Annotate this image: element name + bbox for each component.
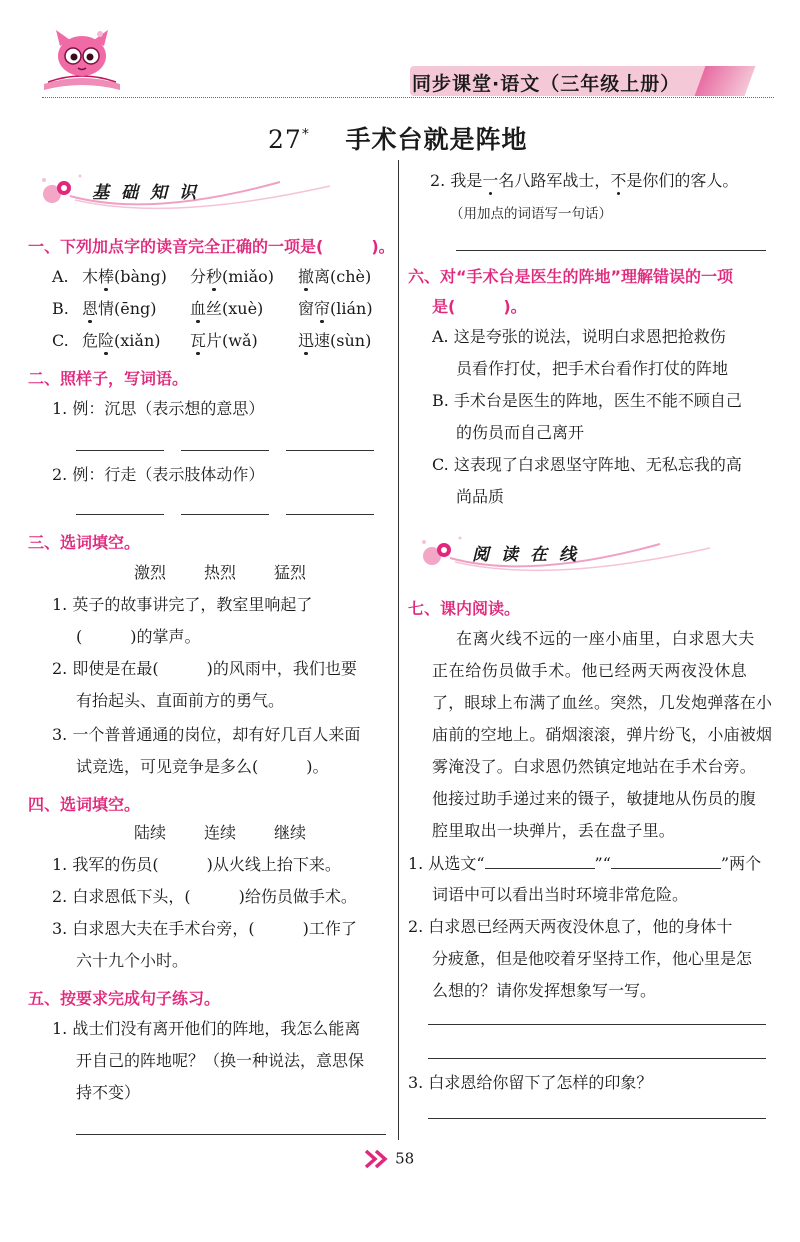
answer-line[interactable] xyxy=(286,450,374,451)
reading-heading: 阅读在线 xyxy=(472,545,588,565)
answer-line[interactable] xyxy=(76,514,164,515)
q4-word: 陆续 xyxy=(134,823,167,842)
q6-heading: 六、对“手术台是医生的阵地”理解错误的一项 xyxy=(408,267,734,286)
blank[interactable] xyxy=(611,852,721,869)
blank[interactable] xyxy=(485,852,595,869)
page-number: 58 xyxy=(395,1149,415,1168)
answer-line[interactable] xyxy=(286,514,374,515)
answer-line[interactable] xyxy=(428,1024,766,1025)
q3-word: 猛烈 xyxy=(274,563,307,582)
q4-item: 2. 白求恩低下头，( )给伤员做手术。 xyxy=(52,887,357,906)
passage-line: 了，眼球上布满了血丝。突然，几发炮弹落在小 xyxy=(432,693,773,712)
q4-item: 3. 白求恩大夫在手术台旁，( )工作了 xyxy=(52,919,357,938)
q5-item-1: 持不变） xyxy=(76,1083,141,1102)
q1-option-c: C. 危险(xiǎn) 瓦片(wǎ) 迅速(sùn) xyxy=(52,331,372,350)
q7-question-1: 词语中可以看出当时环境非常危险。 xyxy=(432,885,689,904)
basic-heading: 基础知识 xyxy=(92,183,208,203)
footer xyxy=(364,1148,414,1169)
q3-item: ( )的掌声。 xyxy=(76,627,201,646)
q6-option-b: 的伤员而自己离开 xyxy=(456,423,585,442)
answer-line[interactable] xyxy=(428,1118,766,1119)
passage-line: 雾淹没了。白求恩仍然镇定地站在手术台旁。 xyxy=(432,757,757,776)
q4-word: 继续 xyxy=(274,823,307,842)
q6-option-b: B. 手术台是医生的阵地，医生不能不顾自己 xyxy=(432,391,742,410)
lesson-title: 手术台就是阵地 xyxy=(345,125,528,154)
answer-line[interactable] xyxy=(76,450,164,451)
q7-question-1: 1. 从选文“ ”“ ”两个 xyxy=(408,854,762,873)
q1-option-a: A. 木棒(bàng) 分秒(miǎo) 撤离(chè) xyxy=(52,267,372,286)
answer-line[interactable] xyxy=(456,250,766,251)
answer-line[interactable] xyxy=(76,1134,386,1135)
header-band-tail xyxy=(695,66,756,96)
q4-item: 六十九个小时。 xyxy=(76,951,189,970)
q6-option-c: C. 这表现了白求恩坚守阵地、无私忘我的高 xyxy=(432,455,742,474)
q3-item: 1. 英子的故事讲完了，教室里响起了 xyxy=(52,595,313,614)
double-chevron-icon xyxy=(364,1149,390,1169)
q7-question-3: 3. 白求恩给你留下了怎样的印象？ xyxy=(408,1073,653,1092)
q7-question-2: 么想的？请你发挥想象写一写。 xyxy=(432,981,657,1000)
q3-word: 激烈 xyxy=(134,563,167,582)
q3-item: 试竞选，可见竞争是多么( )。 xyxy=(76,757,329,776)
q6-option-c: 尚品质 xyxy=(456,487,505,506)
q3-heading: 三、选词填空。 xyxy=(28,533,141,552)
q5-heading: 五、按要求完成句子练习。 xyxy=(28,989,221,1008)
q4-item: 1. 我军的伤员( )从火线上抬下来。 xyxy=(52,855,341,874)
page-title xyxy=(268,120,528,156)
q2-heading: 二、照样子，写词语。 xyxy=(28,369,189,388)
answer-line[interactable] xyxy=(428,1058,766,1059)
q1-heading: 一、下列加点字的读音完全正确的一项是( )。 xyxy=(28,237,395,256)
q5-item-2-note: （用加点的词语写一句话） xyxy=(450,206,612,222)
q7-heading: 七、课内阅读。 xyxy=(408,599,521,618)
header-divider xyxy=(42,97,774,98)
column-divider xyxy=(398,160,399,1140)
q1-option-b: B. 恩情(ēng) 血丝(xuè) 窗帘(lián) xyxy=(52,299,373,318)
q3-item: 有抬起头、直面前方的勇气。 xyxy=(76,691,285,710)
passage-line: 在离火线不远的一座小庙里，白求恩大夫 xyxy=(456,629,755,648)
q2-example-2: 2. 例：行走（表示肢体动作） xyxy=(52,465,265,484)
lesson-mark: * xyxy=(301,126,310,143)
q3-item: 3. 一个普普通通的岗位，却有好几百人来面 xyxy=(52,725,361,744)
q5-item-1: 开自己的阵地呢？（换一种说法，意思保 xyxy=(76,1051,365,1070)
passage-line: 腔里取出一块弹片，丢在盘子里。 xyxy=(432,821,676,840)
q6-option-a: 员看作打仗，把手术台看作打仗的阵地 xyxy=(456,359,729,378)
q5-item-1: 1. 战士们没有离开他们的阵地，我怎么能离 xyxy=(52,1019,361,1038)
series-title: 同步课堂·语文（三年级上册） xyxy=(412,73,681,95)
header-logo xyxy=(34,26,130,98)
book-mascot-icon xyxy=(34,26,130,98)
passage-line: 他接过助手递过来的镊子，敏捷地从伤员的腹 xyxy=(432,789,757,808)
q3-word: 热烈 xyxy=(204,563,237,582)
answer-line[interactable] xyxy=(181,514,269,515)
reading-banner xyxy=(410,524,740,580)
q7-question-2: 2. 白求恩已经两天两夜没休息了，他的身体十 xyxy=(408,917,733,936)
passage-line: 庙前的空地上。硝烟滚滚，弹片纷飞，小庙被烟 xyxy=(432,725,773,744)
q3-item: 2. 即使是在最( )的风雨中，我们也要 xyxy=(52,659,357,678)
answer-line[interactable] xyxy=(181,450,269,451)
q2-example-1: 1. 例：沉思（表示想的意思） xyxy=(52,399,265,418)
q6-heading-cont: 是( )。 xyxy=(432,297,527,316)
passage-line: 正在给伤员做手术。他已经两天两夜没休息 xyxy=(432,661,748,680)
q4-word: 连续 xyxy=(204,823,237,842)
q4-heading: 四、选词填空。 xyxy=(28,795,141,814)
basic-banner xyxy=(30,162,360,218)
q6-option-a: A. 这是夸张的说法，说明白求恩把抢救伤 xyxy=(432,327,726,346)
q7-question-2: 分疲惫，但是他咬着牙坚持工作，他心里是怎 xyxy=(432,949,753,968)
lesson-number: 27 xyxy=(268,125,302,154)
q5-item-2: 2. 我是一名八路军战士，不是你们的客人。 xyxy=(430,171,739,190)
